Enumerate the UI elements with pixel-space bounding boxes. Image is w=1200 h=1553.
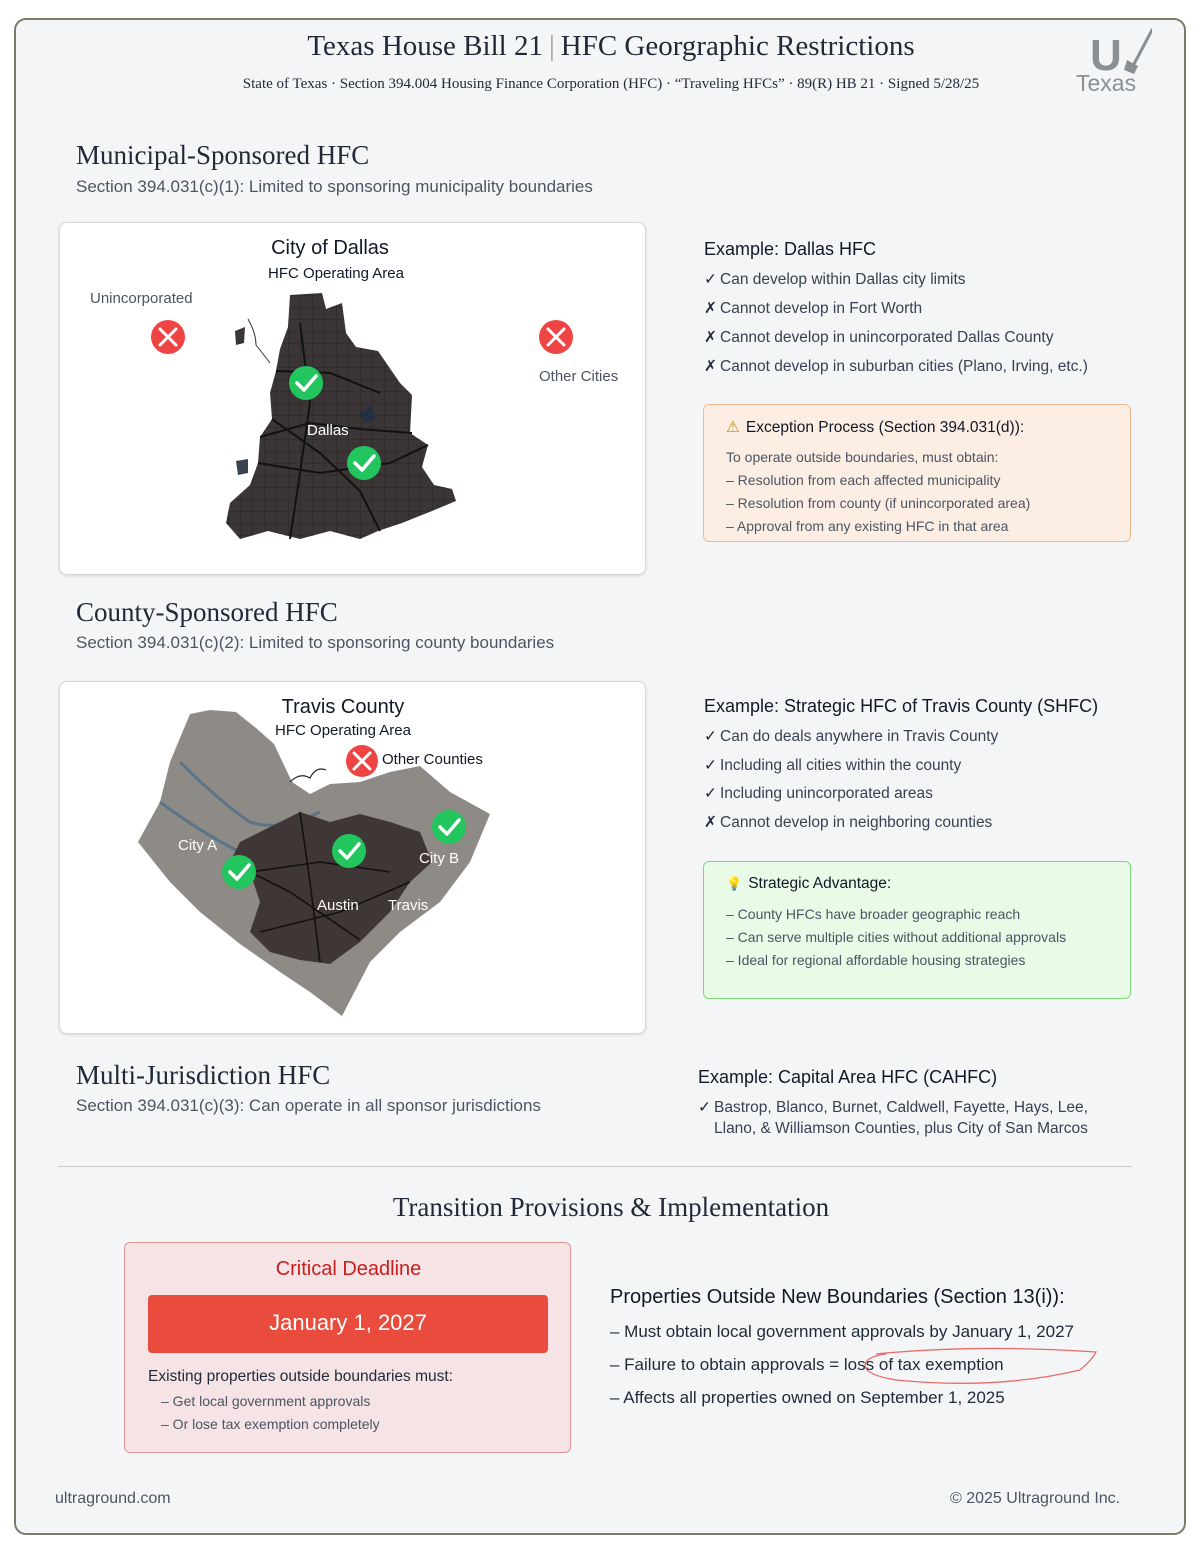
list-item: ✓ Can do deals anywhere in Travis County [704, 728, 999, 745]
label-other-cities: Other Cities [539, 368, 619, 385]
cahfc-example-line2: Llano, & Williamson Counties, plus City of San Marcos [714, 1120, 1088, 1137]
title-separator: | [548, 30, 555, 62]
transition-title: Transition Provisions & Implementation [392, 1192, 830, 1222]
check-mark-icon: ✓ [704, 785, 717, 802]
cross-icon [538, 319, 574, 355]
list-item: ✗ Cannot develop in neighboring counties [704, 813, 993, 831]
properties-title: Properties Outside New Boundaries (Section 13(i)): [610, 1286, 1065, 1308]
deadline-intro: Existing properties outside boundaries must: [148, 1368, 453, 1385]
travis-map-subtitle: HFC Operating Area [275, 722, 411, 739]
strategic-line: – Ideal for regional affordable housing strategies [726, 952, 1026, 968]
dallas-example-title: Example: Dallas HFC [704, 239, 877, 259]
check-icon [331, 833, 367, 869]
strategic-line: – County HFCs have broader geographic reach [726, 906, 1021, 922]
cross-mark-icon: ✗ [704, 358, 717, 375]
cross-mark-icon: ✗ [704, 813, 717, 831]
list-item: ✗ Cannot develop in unincorporated Dallas County [704, 329, 1054, 346]
deadline-line: – Or lose tax exemption completely [161, 1416, 380, 1432]
deadline-date-bar: January 1, 2027 [148, 1295, 548, 1353]
travis-map-title: Travis County [281, 696, 405, 718]
check-icon [221, 854, 257, 890]
logo-text: Texas [1076, 70, 1137, 96]
travis-example-list [704, 727, 1144, 841]
label-dallas: Dallas [307, 422, 349, 439]
cross-icon [345, 744, 379, 778]
check-icon [288, 365, 324, 401]
exception-callout-title: ⚠ Exception Process (Section 394.031(d)): [726, 419, 1025, 436]
deadline-box [124, 1242, 571, 1453]
dallas-map-title: City of Dallas [271, 237, 389, 259]
check-icon [431, 809, 467, 845]
dallas-example-list [704, 270, 1144, 386]
hand-drawn-ellipse-icon [856, 1346, 1102, 1386]
lightbulb-icon: 💡 [726, 876, 743, 891]
multi-section-title: Multi-Jurisdiction HFC [76, 1060, 331, 1090]
header-meta: State of Texas · Section 394.004 Housing Finance Corporation (HFC) · “Traveling HFCs” · 89(R) HB 21 · Signed 5/28/25 [242, 76, 980, 92]
footer-website: ultraground.com [55, 1490, 171, 1507]
strategic-callout [703, 861, 1131, 999]
deadline-heading: Critical Deadline [275, 1258, 422, 1280]
label-other-counties: Other Counties [382, 751, 483, 768]
cross-icon [150, 319, 186, 355]
label-city-a: City A [178, 837, 218, 854]
multi-section-subtitle: Section 394.031(c)(3): Can operate in all sponsor jurisdictions [76, 1096, 541, 1115]
list-item: ✗ Cannot develop in Fort Worth [704, 300, 923, 317]
title-left: Texas House Bill 21 [307, 30, 543, 62]
label-city-b: City B [419, 850, 460, 867]
page-title [0, 30, 1200, 63]
section-divider [58, 1166, 1132, 1167]
check-mark-icon: ✓ [704, 756, 717, 774]
strategic-line: – Can serve multiple cities without additional approvals [726, 929, 1067, 945]
cahfc-example-title: Example: Capital Area HFC (CAHFC) [698, 1067, 998, 1087]
county-section-subtitle: Section 394.031(c)(2): Limited to sponsoring county boundaries [76, 633, 555, 652]
exception-line: – Approval from any existing HFC in that area [726, 518, 1009, 534]
highlight-loss-of-tax-exemption: loss of tax exemption [843, 1355, 1004, 1374]
check-icon [346, 445, 382, 481]
check-mark-icon: ✓ [704, 728, 717, 745]
list-item: ✗ Cannot develop in suburban cities (Plano, Irving, etc.) [704, 358, 1088, 375]
exception-line: – Resolution from county (if unincorporated area) [726, 495, 1031, 511]
list-item: ✓ Including unincorporated areas [704, 785, 933, 802]
label-austin: Austin [317, 897, 359, 914]
title-right: HFC Georgraphic Restrictions [560, 30, 915, 62]
deadline-line: – Get local government approvals [161, 1393, 371, 1409]
list-item: ✓ Including all cities within the county [704, 756, 962, 774]
cross-mark-icon: ✗ [704, 329, 717, 346]
label-travis: Travis [388, 897, 429, 914]
municipal-section-subtitle: Section 394.031(c)(1): Limited to sponsoring municipality boundaries [76, 177, 593, 196]
properties-line1: – Must obtain local government approvals by January 1, 2027 [610, 1322, 1074, 1341]
municipal-section-title: Municipal-Sponsored HFC [76, 140, 370, 170]
list-item: ✓ Can develop within Dallas city limits [704, 271, 966, 288]
check-mark-icon: ✓ [704, 271, 717, 288]
cross-mark-icon: ✗ [704, 300, 717, 317]
exception-callout [703, 404, 1131, 542]
travis-map-card [59, 681, 646, 1034]
dallas-map-subtitle: HFC Operating Area [268, 265, 404, 282]
logo-letter: U [1090, 31, 1122, 80]
footer-copyright: © 2025 Ultraground Inc. [950, 1490, 1121, 1507]
travis-example-title: Example: Strategic HFC of Travis County (SHFC) [704, 696, 1099, 716]
county-section-title: County-Sponsored HFC [76, 597, 338, 627]
label-unincorporated: Unincorporated [90, 290, 193, 307]
exception-intro: To operate outside boundaries, must obtain: [726, 449, 999, 465]
check-mark-icon: ✓ [698, 1099, 711, 1116]
strategic-callout-title: 💡 Strategic Advantage: [726, 875, 892, 892]
dallas-map-card [59, 222, 646, 575]
properties-line3: – Affects all properties owned on September 1, 2025 [610, 1388, 1005, 1407]
cahfc-example-line1: ✓ Bastrop, Blanco, Burnet, Caldwell, Fayette, Hays, Lee, [698, 1099, 1088, 1116]
warning-icon: ⚠ [726, 419, 740, 436]
exception-line: – Resolution from each affected municipality [726, 472, 1001, 488]
properties-line2: – Failure to obtain approvals = loss of tax exemption [610, 1355, 1004, 1374]
